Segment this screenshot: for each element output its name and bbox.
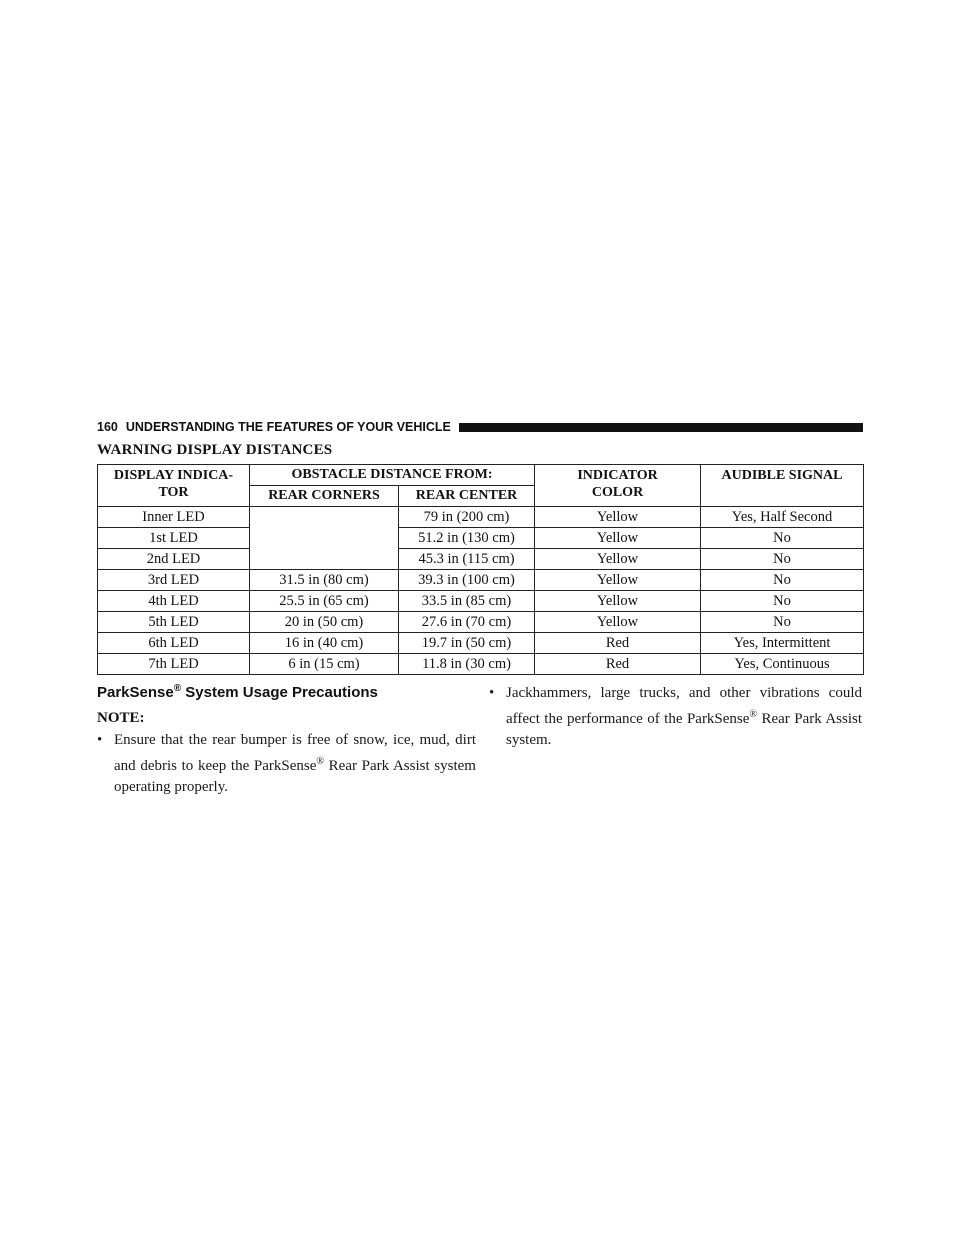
cell-indicator: 1st LED: [98, 528, 250, 549]
cell-corners: 16 in (40 cm): [250, 633, 399, 654]
cell-indicator: 3rd LED: [98, 570, 250, 591]
cell-center: 19.7 in (50 cm): [399, 633, 535, 654]
cell-indicator: Inner LED: [98, 507, 250, 528]
header-rule: [459, 423, 863, 432]
chapter-title: UNDERSTANDING THE FEATURES OF YOUR VEHICLE: [125, 420, 451, 434]
cell-color: Yellow: [535, 591, 701, 612]
section-title: WARNING DISPLAY DISTANCES: [97, 442, 333, 458]
table-row: [98, 507, 864, 528]
cell-color: Red: [535, 633, 701, 654]
table-row: [98, 633, 864, 654]
registered-mark: ®: [173, 683, 182, 694]
cell-signal: No: [701, 528, 864, 549]
cell-corners-empty: [250, 507, 399, 570]
cell-center: 27.6 in (70 cm): [399, 612, 535, 633]
cell-center: 45.3 in (115 cm): [399, 549, 535, 570]
table-row: [98, 654, 864, 675]
list-item: [489, 683, 862, 751]
bullet-text: Jackhammers, large trucks, and other vibrations could affect the performance of the ParkSense: [506, 685, 862, 727]
cell-corners: 20 in (50 cm): [250, 612, 399, 633]
table-row: [98, 591, 864, 612]
header-obstacle-distance: OBSTACLE DISTANCE FROM:: [250, 465, 535, 486]
bullet-text: Ensure that the rear bumper is free of snow, ice, mud, dirt and debris to keep the ParkSense: [114, 732, 476, 774]
heading-rest: System Usage Precautions: [181, 684, 378, 701]
cell-corners: 25.5 in (65 cm): [250, 591, 399, 612]
cell-signal: No: [701, 570, 864, 591]
page-number: 160: [97, 420, 118, 434]
header-audible-signal: AUDIBLE SIGNAL: [701, 465, 864, 507]
cell-center: 79 in (200 cm): [399, 507, 535, 528]
heading-brand: ParkSense: [97, 684, 174, 701]
table-row: [98, 528, 864, 549]
bullet-dot: •: [97, 732, 103, 748]
cell-indicator: 7th LED: [98, 654, 250, 675]
cell-indicator: 4th LED: [98, 591, 250, 612]
table-row: [98, 549, 864, 570]
cell-signal: No: [701, 612, 864, 633]
cell-signal: No: [701, 591, 864, 612]
cell-signal: Yes, Half Second: [701, 507, 864, 528]
registered-mark: ®: [316, 756, 325, 767]
warning-distance-table: [97, 464, 864, 675]
header-indicator-color: INDICATOR COLOR: [535, 465, 701, 507]
cell-signal: Yes, Continuous: [701, 654, 864, 675]
cell-color: Yellow: [535, 507, 701, 528]
cell-indicator: 6th LED: [98, 633, 250, 654]
cell-color: Yellow: [535, 612, 701, 633]
cell-indicator: 5th LED: [98, 612, 250, 633]
cell-corners: 6 in (15 cm): [250, 654, 399, 675]
precautions-heading: [97, 683, 378, 701]
cell-center: 39.3 in (100 cm): [399, 570, 535, 591]
header-display-indicator: DISPLAY INDICA- TOR: [98, 465, 250, 507]
page-header: [97, 419, 863, 435]
cell-signal: Yes, Intermittent: [701, 633, 864, 654]
cell-corners: 31.5 in (80 cm): [250, 570, 399, 591]
header-rear-center: REAR CENTER: [399, 486, 535, 507]
cell-color: Red: [535, 654, 701, 675]
bullet-text-end: Rear Park Assist system operating properly.: [114, 758, 476, 795]
cell-center: 11.8 in (30 cm): [399, 654, 535, 675]
table-row: [98, 570, 864, 591]
registered-mark: ®: [749, 709, 758, 720]
cell-center: 51.2 in (130 cm): [399, 528, 535, 549]
cell-signal: No: [701, 549, 864, 570]
cell-indicator: 2nd LED: [98, 549, 250, 570]
cell-color: Yellow: [535, 549, 701, 570]
bullet-text-end: Rear Park Assist system.: [506, 711, 862, 748]
bullet-dot: •: [489, 685, 495, 701]
cell-center: 33.5 in (85 cm): [399, 591, 535, 612]
table-row: [98, 612, 864, 633]
cell-color: Yellow: [535, 528, 701, 549]
list-item: [97, 730, 476, 798]
header-rear-corners: REAR CORNERS: [250, 486, 399, 507]
cell-color: Yellow: [535, 570, 701, 591]
note-label: NOTE:: [97, 710, 145, 726]
